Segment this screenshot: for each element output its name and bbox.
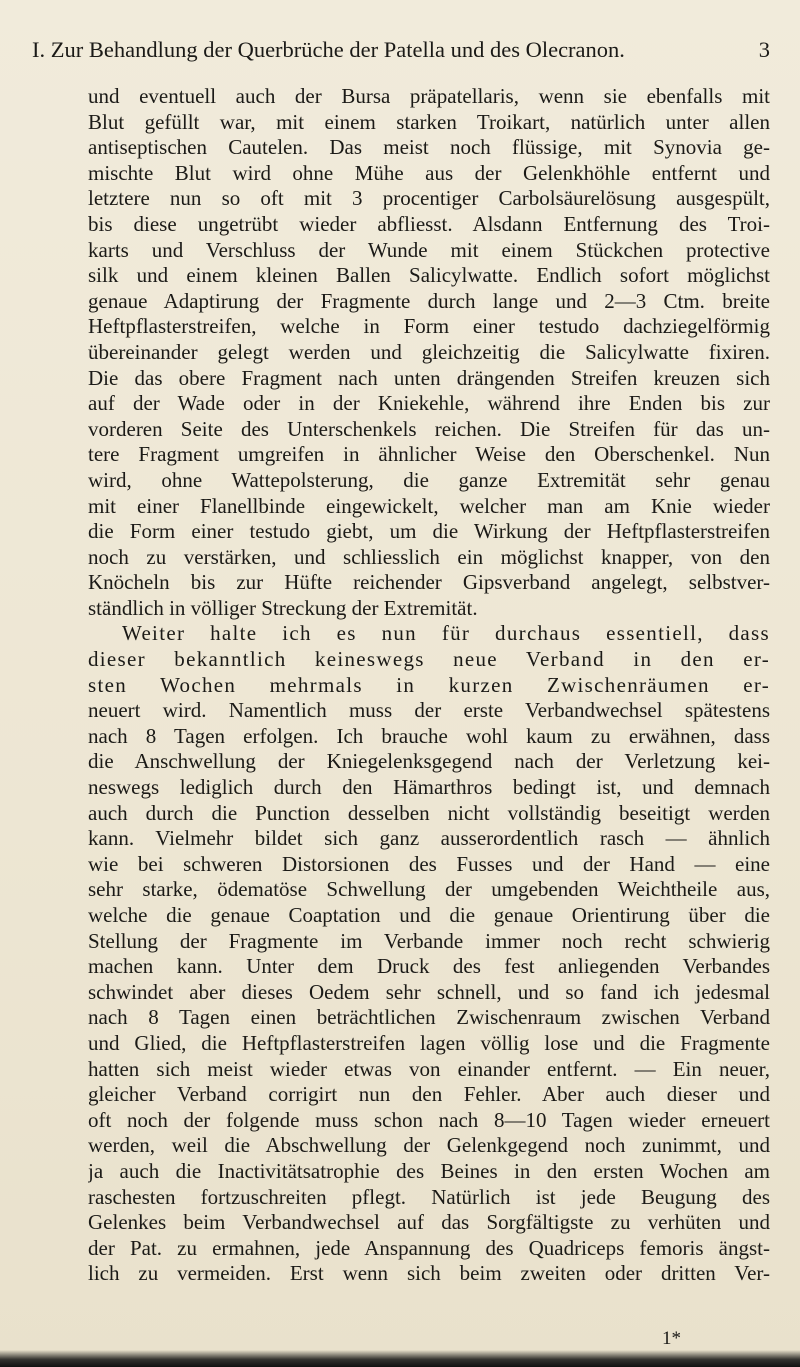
page-edge-shadow [0, 1350, 800, 1367]
text-line: werden, weil die Abschwellung der Gelenkgegend noch zunimmt, und [88, 1133, 770, 1158]
text-line-spaced: sten Wochen mehrmals in kurzen Zwischenräumen er- [88, 672, 770, 697]
running-head [32, 34, 770, 66]
text-line: noch zu verstärken, und schliesslich ein möglichst knapper, von den [88, 544, 770, 569]
text-line: schwindet aber dieses Oedem sehr schnell, und so fand ich jedesmal [88, 979, 770, 1004]
text-line: raschesten fortzuschreiten pflegt. Natürlich ist jede Beugung des [88, 1184, 770, 1209]
text-line: und Glied, die Heftpflasterstreifen lagen völlig lose und die Fragmente [88, 1030, 770, 1055]
text-line: Gelenkes beim Verbandwechsel auf das Sorgfältigste zu verhüten und [88, 1210, 770, 1235]
text-line: mit einer Flanellbinde eingewickelt, welcher man am Knie wieder [88, 493, 770, 518]
text-line: Knöcheln bis zur Hüfte reichender Gipsverband angelegt, selbstver- [88, 570, 770, 595]
text-line: Heftpflasterstreifen, welche in Form einer testudo dachziegelförmig [88, 314, 770, 339]
text-line: lich zu vermeiden. Erst wenn sich beim zweiten oder dritten Ver- [88, 1261, 770, 1286]
text-line: auch durch die Punction desselben nicht vollständig beseitigt werden [88, 800, 770, 825]
text-line: neswegs lediglich durch den Hämarthros bedingt ist, und demnach [88, 775, 770, 800]
page-number: 3 [758, 37, 770, 62]
text-line: kann. Vielmehr bildet sich ganz ausserordentlich rasch — ähnlich [88, 826, 770, 851]
text-line: Die das obere Fragment nach unten drängenden Streifen kreuzen sich [88, 365, 770, 390]
text-line: mischte Blut wird ohne Mühe aus der Gelenkhöhle entfernt und [88, 160, 770, 185]
text-line: der Pat. zu ermahnen, jede Anspannung des Quadriceps femoris ängst- [88, 1235, 770, 1260]
body-text [88, 84, 770, 1287]
text-line: bis diese ungetrübt wieder abfliesst. Alsdann Entfernung des Troi- [88, 211, 770, 236]
text-line: silk und einem kleinen Ballen Salicylwatte. Endlich sofort möglichst [88, 263, 770, 288]
text-line: Stellung der Fragmente im Verbande immer noch recht schwierig [88, 928, 770, 953]
text-line: tere Fragment umgreifen in ähnlicher Weise den Oberschenkel. Nun [88, 442, 770, 467]
text-line: gleicher Verband corrigirt nun den Fehler. Aber auch dieser und [88, 1082, 770, 1107]
text-line: und eventuell auch der Bursa präpatellaris, wenn sie ebenfalls mit [88, 84, 770, 108]
text-line: hatten sich meist wieder etwas von einander entfernt. — Ein neuer, [88, 1056, 770, 1081]
text-line: nach 8 Tagen erfolgen. Ich brauche wohl kaum zu erwähnen, dass [88, 723, 770, 748]
text-line: oft noch der folgende muss schon nach 8—10 Tagen wieder erneuert [88, 1107, 770, 1132]
text-line: karts und Verschluss der Wunde mit einem Stückchen protective [88, 237, 770, 262]
text-line: letztere nun so oft mit 3 procentiger Carbolsäurelösung ausgespült, [88, 186, 770, 211]
text-line-spaced: dieser bekanntlich keineswegs neue Verband in den er- [88, 647, 770, 672]
text-line: genaue Adaptirung der Fragmente durch lange und 2—3 Ctm. breite [88, 288, 770, 313]
text-line: neuert wird. Namentlich muss der erste Verbandwechsel spätestens [88, 698, 770, 723]
text-line: welche die genaue Coaptation und die genaue Orientirung über die [88, 903, 770, 927]
text-line: Blut gefüllt war, mit einem starken Troikart, natürlich unter allen [88, 109, 770, 134]
text-line: die Form einer testudo giebt, um die Wirkung der Heftpflasterstreifen [88, 519, 770, 544]
text-line: antiseptischen Cautelen. Das meist noch flüssige, mit Synovia ge- [88, 135, 770, 160]
text-line: ja auch die Inactivitätsatrophie des Beines in den ersten Wochen am [88, 1158, 770, 1183]
signature-mark: 1* [662, 1328, 681, 1349]
text-line: wird, ohne Wattepolsterung, die ganze Extremität sehr genau [88, 467, 770, 492]
text-line: sehr starke, ödematöse Schwellung der umgebenden Weichtheile aus, [88, 877, 770, 902]
text-line: machen kann. Unter dem Druck des fest anliegenden Verbandes [88, 954, 770, 979]
text-line: ständlich in völliger Streckung der Extremität. [88, 595, 478, 620]
text-line: auf der Wade oder in der Kniekehle, während ihre Enden bis zur [88, 391, 770, 416]
running-title: I. Zur Behandlung der Querbrüche der Patella und des Olecranon. [32, 37, 625, 62]
text-line: vorderen Seite des Unterschenkels reichen. Die Streifen für das un- [88, 416, 770, 441]
text-line: nach 8 Tagen einen beträchtlichen Zwischenraum zwischen Verband [88, 1005, 770, 1030]
text-line: die Anschwellung der Kniegelenksgegend nach der Verletzung kei- [88, 749, 770, 774]
text-line: übereinander gelegt werden und gleichzeitig die Salicylwatte fixiren. [88, 339, 770, 364]
text-line-spaced: Weiter halte ich es nun für durchaus essentiell, dass [122, 621, 770, 646]
text-line: wie bei schweren Distorsionen des Fusses und der Hand — eine [88, 851, 770, 876]
